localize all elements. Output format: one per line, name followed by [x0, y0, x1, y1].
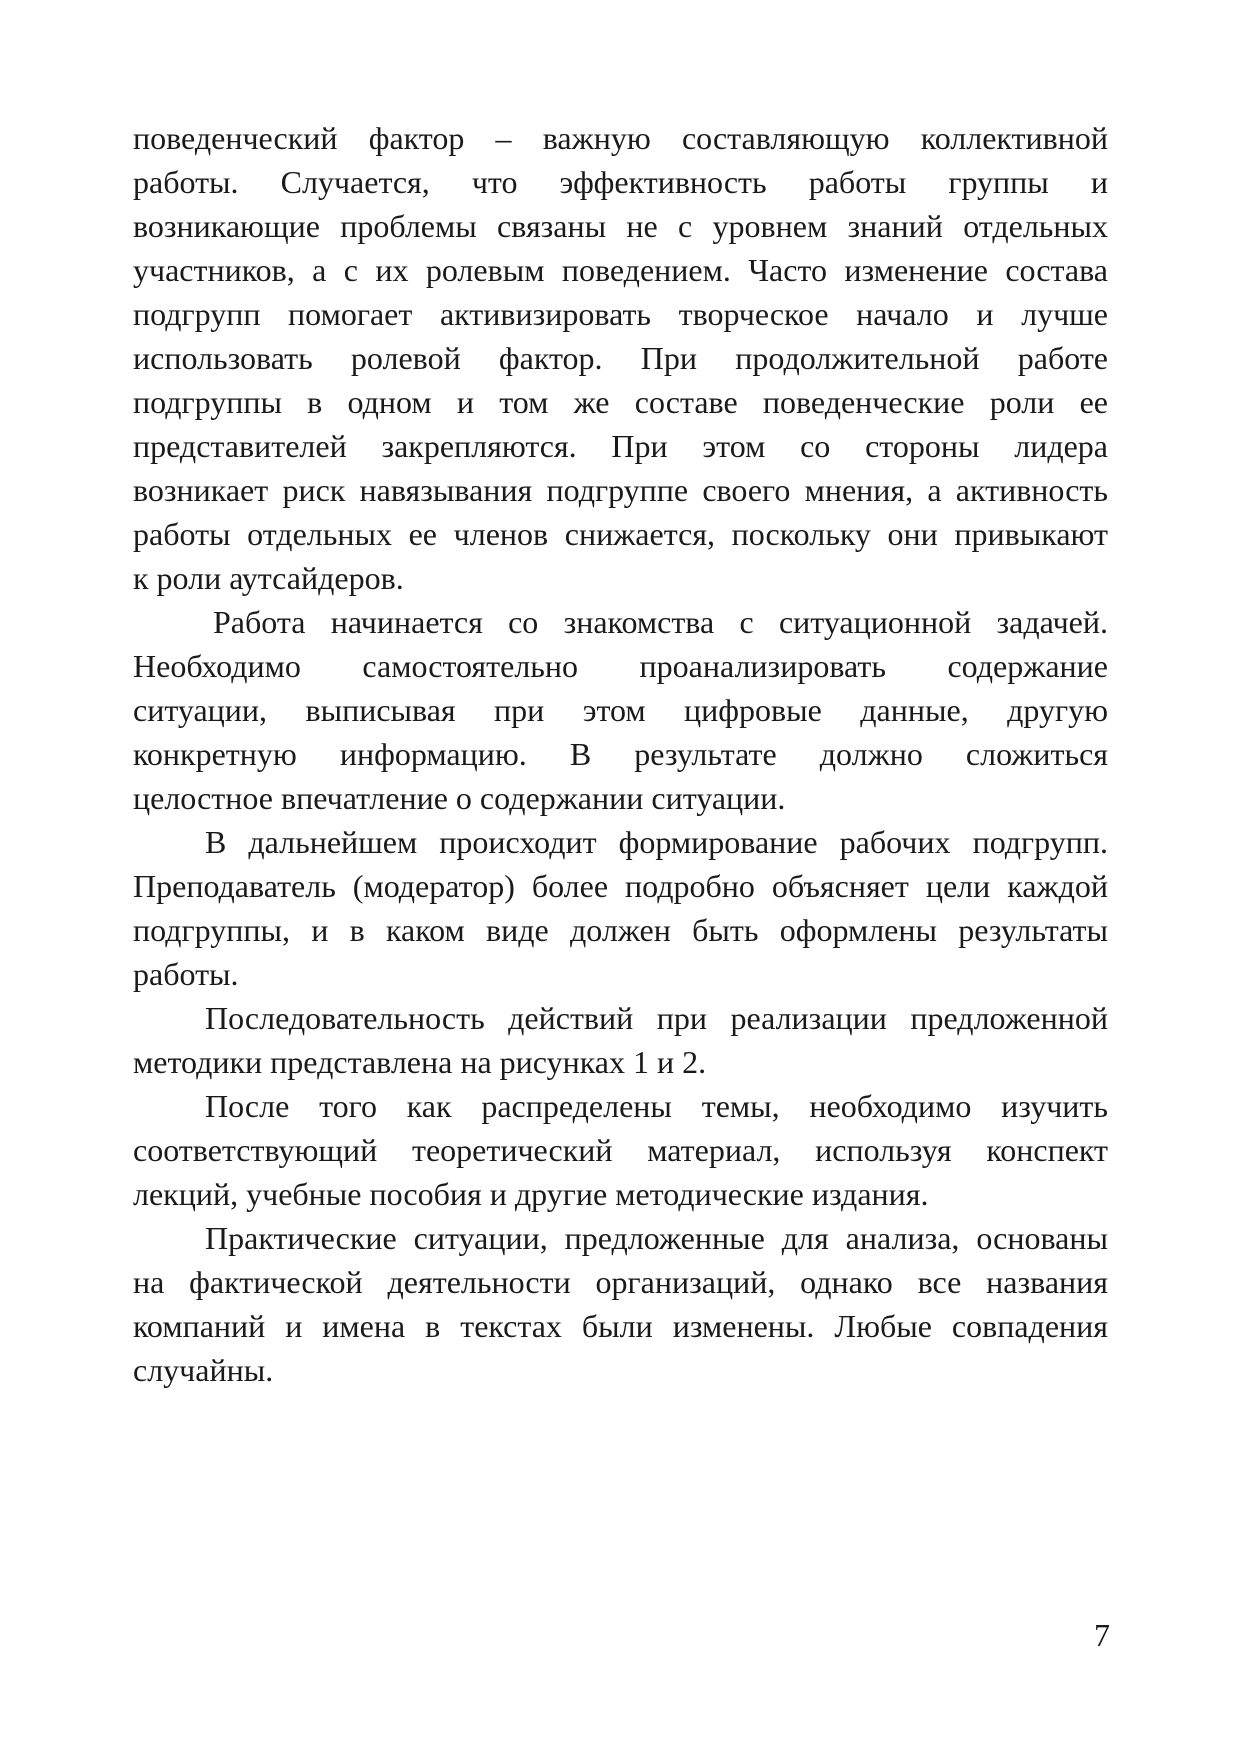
- text-line: подгруппы, и в каком виде должен быть оформлены результаты: [133, 912, 1108, 948]
- paragraph-2: [133, 600, 1108, 820]
- text-line: работы отдельных ее членов снижается, поскольку они привыкают: [133, 516, 1108, 552]
- text-line: участников, а с их ролевым поведением. Часто изменение состава: [133, 252, 1108, 288]
- paragraph-6: [133, 1216, 1108, 1392]
- text-line: на фактической деятельности организаций, однако все названия: [133, 1264, 1108, 1300]
- text-line: Практические ситуации, предложенные для анализа, основаны: [205, 1220, 1108, 1256]
- text-line: Работа начинается со знакомства с ситуационной задачей.: [213, 604, 1108, 640]
- text-line: лекций, учебные пособия и другие методические издания.: [133, 1176, 929, 1212]
- text-line: случайны.: [133, 1352, 274, 1388]
- text-line: возникающие проблемы связаны не с уровнем знаний отдельных: [133, 208, 1108, 244]
- text-line: Последовательность действий при реализации предложенной: [205, 1000, 1108, 1036]
- text-line: подгрупп помогает активизировать творческое начало и лучше: [133, 296, 1108, 332]
- text-line: соответствующий теоретический материал, используя конспект: [133, 1132, 1108, 1168]
- text-line: методики представлена на рисунках 1 и 2.: [133, 1044, 707, 1080]
- text-line: После того как распределены темы, необходимо изучить: [205, 1088, 1108, 1124]
- text-line: Необходимо самостоятельно проанализировать содержание: [133, 648, 1108, 684]
- paragraph-5: [133, 1084, 1108, 1216]
- text-line: конкретную информацию. В результате должно сложиться: [133, 736, 1108, 772]
- text-line: работы. Случается, что эффективность работы группы и: [133, 164, 1108, 200]
- text-line: использовать ролевой фактор. При продолжительной работе: [133, 340, 1108, 376]
- text-line: возникает риск навязывания подгруппе своего мнения, а активность: [133, 472, 1108, 508]
- text-line: ситуации, выписывая при этом цифровые данные, другую: [133, 692, 1108, 728]
- text-line: поведенческий фактор – важную составляющую коллективной: [133, 120, 1108, 156]
- text-line: работы.: [133, 956, 239, 992]
- text-line: компаний и имена в текстах были изменены. Любые совпадения: [133, 1308, 1108, 1344]
- text-line: представителей закрепляются. При этом со стороны лидера: [133, 428, 1108, 464]
- text-line: В дальнейшем происходит формирование рабочих подгрупп.: [205, 824, 1108, 860]
- text-line: подгруппы в одном и том же составе поведенческие роли ее: [133, 384, 1108, 420]
- paragraph-3: [133, 820, 1108, 996]
- body-text: [133, 116, 1108, 1392]
- paragraph-4: [133, 996, 1108, 1084]
- page-number: 7: [1094, 1617, 1110, 1653]
- paragraph-1: [133, 116, 1108, 600]
- text-line: Преподаватель (модератор) более подробно объясняет цели каждой: [133, 868, 1108, 904]
- text-line: к роли аутсайдеров.: [133, 560, 404, 596]
- text-line: целостное впечатление о содержании ситуации.: [133, 780, 786, 816]
